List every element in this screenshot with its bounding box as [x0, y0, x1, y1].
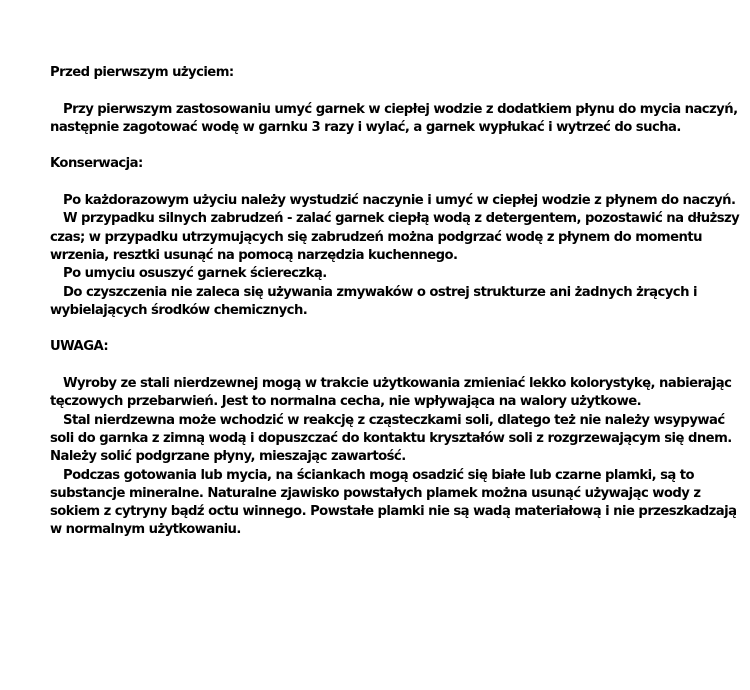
paragraph-first-use: Przy pierwszym zastosowaniu umyć garnek w ciepłej wodzie z dodatkiem płynu do mycia naczyń, następnie zagotować wodę w garnku 3 razy i wylać, a garnek wypłukać i wytrzeć do sucha.	[50, 101, 738, 135]
paragraph-salt: Stal nierdzewna może wchodzić w reakcję z cząsteczkami soli, dlatego też nie należy wsypywać soli do garnka z zimną wodą i dopuszczać do kontaktu kryształów soli z rozgrzewającym się dnem. Należy solić podgrzane płyny, mieszając zawartość.	[50, 412, 732, 465]
paragraph-mineral-spots: Podczas gotowania lub mycia, na ściankach mogą osadzić się białe lub czarne plamki, są to substancje mineralne. Naturalne zjawisko powstałych plamek można usunąć używając wody z sokiem z cytryny bądź octu winnego. Powstałe plamki nie są wadą materiałową i nie przeszkadzają w normalnym użytkowaniu.	[50, 467, 737, 538]
spacer	[50, 320, 740, 338]
paragraph-drying: Po umyciu osuszyć garnek ściereczką.	[63, 266, 327, 282]
section-before-use	[50, 64, 740, 137]
section-heading-maintenance: Konserwacja:	[50, 156, 143, 172]
paragraph-cleaning-agents: Do czyszczenia nie zaleca się używania zmywaków o ostrej strukturze ani żadnych żrących i wybielających środków chemicznych.	[50, 284, 697, 318]
section-heading-before-use: Przed pierwszym użyciem:	[50, 65, 234, 80]
document-body	[50, 64, 740, 540]
section-heading-warning: UWAGA:	[50, 339, 109, 355]
section-warning	[50, 338, 740, 539]
paragraph-heavy-dirt: W przypadku silnych zabrudzeń - zalać garnek ciepłą wodą z detergentem, pozostawić na dłuższy czas; w przypadku utrzymujących się zabrudzeń można podgrzać wodę z płynem do momentu wrzenia, resztki usunąć na pomocą narzędzia kuchennego.	[50, 211, 740, 263]
section-maintenance	[50, 155, 740, 320]
paragraph-after-use: Po każdorazowym użyciu należy wystudzić naczynie i umyć w ciepłej wodzie z płynem do naczyń.	[63, 193, 736, 209]
paragraph-discoloration: Wyroby ze stali nierdzewnej mogą w trakcie użytkowania zmieniać lekko kolorystykę, nabierając tęczowych przebarwień. Jest to normalna cecha, nie wpływająca na walory użytkowe.	[50, 376, 732, 410]
spacer	[50, 137, 740, 155]
